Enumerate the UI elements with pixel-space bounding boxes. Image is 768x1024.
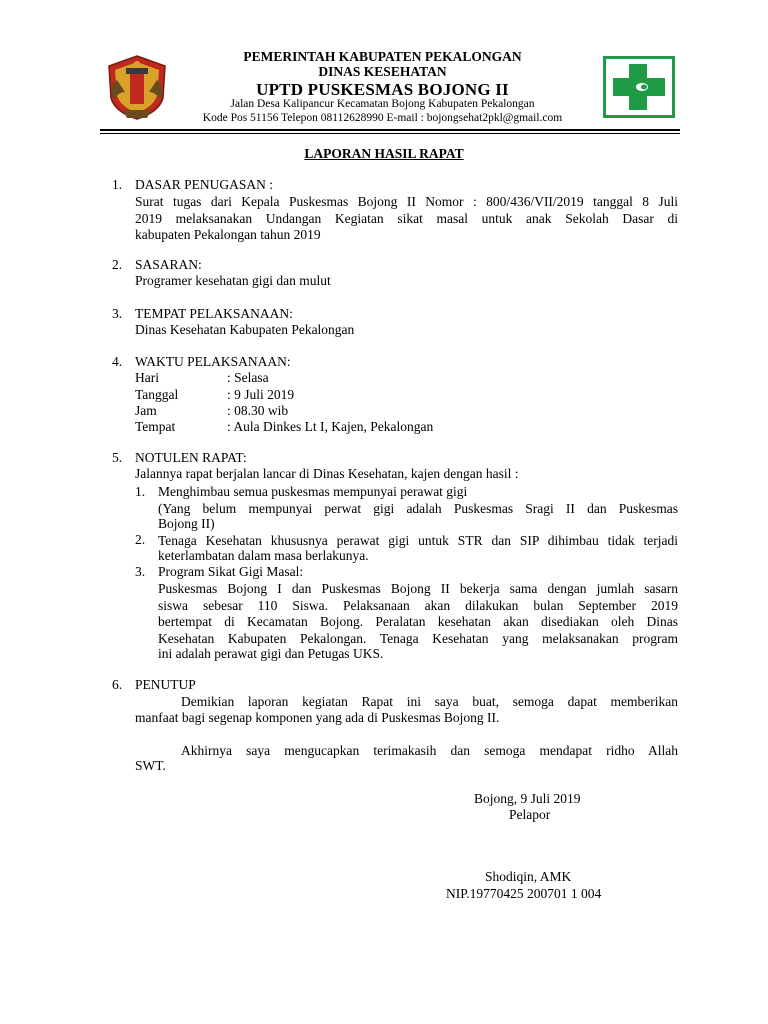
minutes-item-3-line-6: ini adalah perawat gigi dan Petugas UKS. — [158, 646, 384, 661]
section-5-number: 5. — [112, 450, 123, 465]
signature-nip: NIP.19770425 200701 1 004 — [446, 886, 602, 901]
minutes-item-2-line-2: keterlambatan dalam masa berlakunya. — [158, 548, 369, 563]
signature-role: Pelapor — [509, 807, 551, 822]
minutes-item-3-line-2: Puskesmas Bojong I dan Puskesmas Bojong II bekerja sama dengan jumlah sasarn — [158, 581, 678, 596]
minutes-item-1-line-2: (Yang belum mempunyai perwat gigi adalah Puskesmas Sragi II dan Puskesmas — [158, 501, 678, 516]
section-1-heading: DASAR PENUGASAN : — [135, 177, 274, 192]
section-2-text: Programer kesehatan gigi dan mulut — [135, 273, 331, 288]
section-4-number: 4. — [112, 354, 123, 369]
section-1-line-3: kabupaten Pekalongan tahun 2019 — [135, 227, 321, 242]
section-6-heading: PENUTUP — [135, 677, 196, 692]
schedule-value-date: : 9 Juli 2019 — [227, 387, 295, 402]
section-2-heading: SASARAN: — [135, 257, 202, 272]
minutes-item-1-line-1: Menghimbau semua puskesmas mempunyai perawat gigi — [158, 484, 468, 499]
schedule-value-time: : 08.30 wib — [227, 403, 289, 418]
puskesmas-logo — [603, 56, 675, 118]
minutes-item-3-line-1: Program Sikat Gigi Masal: — [158, 564, 304, 579]
section-1-line-1: Surat tugas dari Kepala Puskesmas Bojong II Nomor : 800/436/VII/2019 tanggal 8 Juli — [135, 194, 678, 209]
schedule-label-date: Tanggal — [135, 387, 179, 402]
signature-place-date: Bojong, 9 Juli 2019 — [474, 791, 581, 806]
minutes-item-1-line-3: Bojong II) — [158, 516, 215, 531]
minutes-item-3-line-5: Kesehatan Kabupaten Pekalongan. Tenaga Kesehatan yang melaksanakan program — [158, 631, 678, 646]
section-5-heading: NOTULEN RAPAT: — [135, 450, 247, 465]
schedule-value-day: : Selasa — [227, 370, 269, 385]
letterhead-government: PEMERINTAH KABUPATEN PEKALONGAN — [243, 49, 522, 64]
minutes-intro: Jalannya rapat berjalan lancar di Dinas Kesehatan, kajen dengan hasil : — [135, 466, 519, 481]
minutes-item-1-number: 1. — [135, 484, 146, 499]
section-6-number: 6. — [112, 677, 123, 692]
section-4-heading: WAKTU PELAKSANAAN: — [135, 354, 291, 369]
section-3-text: Dinas Kesehatan Kabupaten Pekalongan — [135, 322, 355, 337]
section-1-number: 1. — [112, 177, 123, 192]
closing-paragraph-1-line-1: Demikian laporan kegiatan Rapat ini saya buat, semoga dapat memberikan — [181, 694, 678, 709]
letterhead-address: Jalan Desa Kalipancur Kecamatan Bojong Kabupaten Pekalongan — [230, 98, 535, 110]
schedule-label-time: Jam — [135, 403, 157, 418]
section-1-line-2: 2019 melaksanakan Undangan Kegiatan sikat masal untuk anak Sekolah Dasar di — [135, 211, 678, 226]
section-3-heading: TEMPAT PELAKSANAAN: — [135, 306, 293, 321]
section-2-number: 2. — [112, 257, 123, 272]
schedule-value-place: : Aula Dinkes Lt I, Kajen, Pekalongan — [227, 419, 434, 434]
minutes-item-3-line-4: bertempat di Kecamatan Bojong. Peralatan kesehatan akan disediakan oleh Dinas — [158, 614, 678, 629]
section-3-number: 3. — [112, 306, 123, 321]
letterhead-contact: Kode Pos 51156 Telepon 08112628990 E-mail : bojongsehat2pkl@gmail.com — [202, 112, 563, 124]
minutes-item-3-line-3: siswa sebesar 110 Siswa. Pelaksanaan akan dilakukan bulan September 2019 — [158, 598, 678, 613]
letterhead-rule-thin — [100, 133, 680, 134]
schedule-label-place: Tempat — [135, 419, 176, 434]
letterhead-institution: UPTD PUSKESMAS BOJONG II — [256, 80, 509, 99]
letterhead-rule-thick — [100, 129, 680, 131]
minutes-item-3-number: 3. — [135, 564, 146, 579]
minutes-item-2-line-1: Tenaga Kesehatan khususnya perawat gigi untuk STR dan SIP dihimbau tidak terjadi — [158, 533, 678, 548]
closing-paragraph-1-line-2: manfaat bagi segenap komponen yang ada di Puskesmas Bojong II. — [135, 710, 500, 725]
closing-paragraph-2-line-2: SWT. — [135, 758, 166, 773]
minutes-item-2-number: 2. — [135, 532, 146, 547]
document-title: LAPORAN HASIL RAPAT — [304, 146, 464, 161]
signature-name: Shodiqin, AMK — [485, 869, 572, 884]
schedule-label-day: Hari — [135, 370, 159, 385]
closing-paragraph-2-line-1: Akhirnya saya mengucapkan terimakasih dan semoga mendapat ridho Allah — [181, 743, 678, 758]
letterhead-department: DINAS KESEHATAN — [318, 64, 447, 79]
